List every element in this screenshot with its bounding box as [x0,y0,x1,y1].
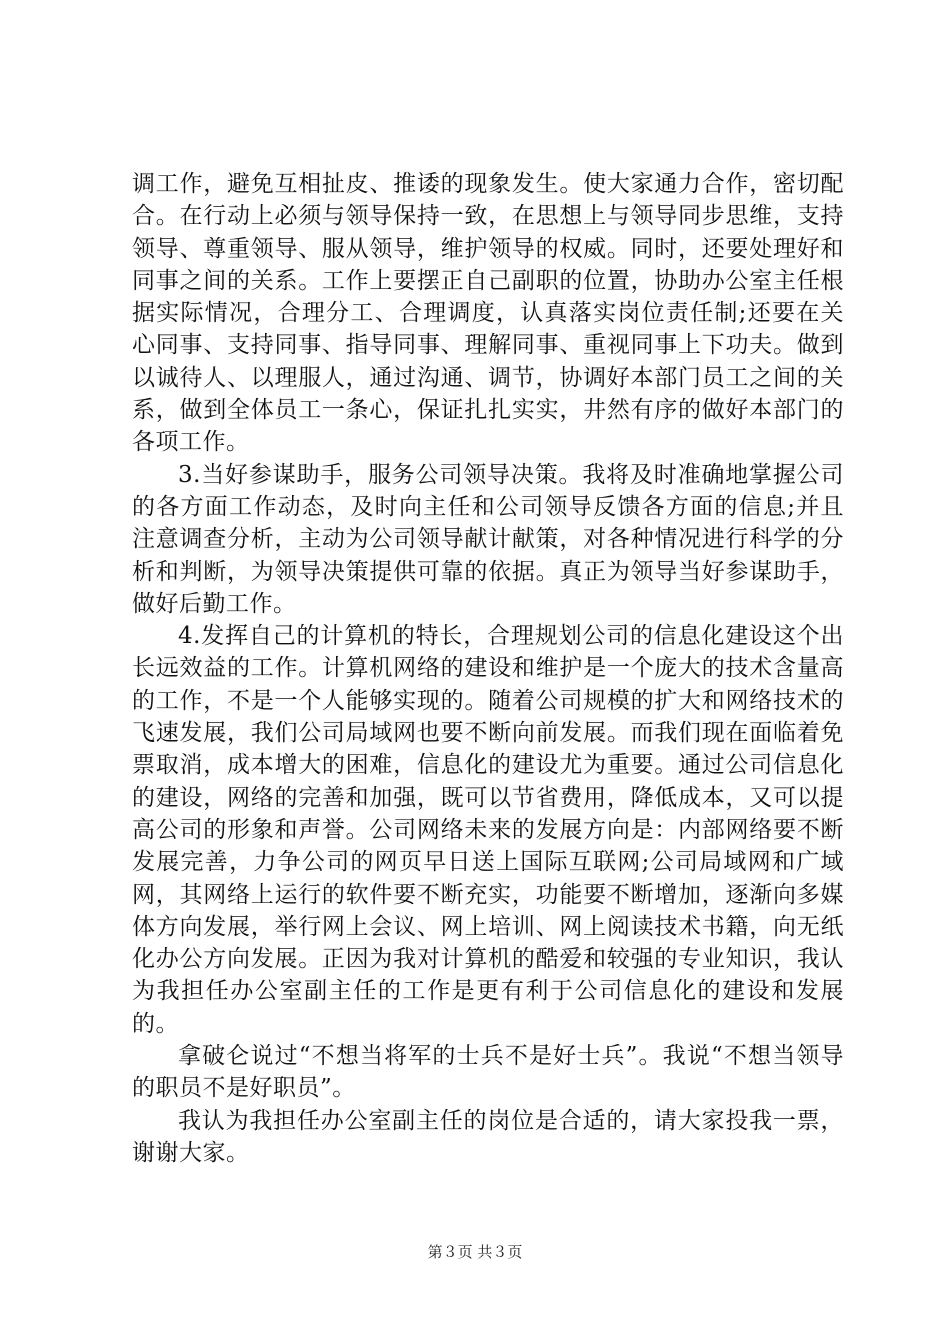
paragraph-continuation: 调工作，避免互相扯皮、推诿的现象发生。使大家通力合作，密切配合。在行动上必须与领导保持一致，在思想上与领导同步思维，支持领导、尊重领导、服从领导，维护领导的权威。同时，还要处理好和同事之间的关系。工作上要摆正自己副职的位置，协助办公室主任根据实际情况，合理分工、合理调度，认真落实岗位责任制;还要在关心同事、支持同事、指导同事、理解同事、重视同事上下功夫。做到以诚待人、以理服人，通过沟通、调节，协调好本部门员工之间的关系，做到全体员工一条心，保证扎扎实实，井然有序的做好本部门的各项工作。 [132,171,844,456]
paragraph-item-4: 4.发挥自己的计算机的特长，合理规划公司的信息化建设这个出长远效益的工作。计算机网络的建设和维护是一个庞大的技术含量高的工作，不是一个人能够实现的。随着公司规模的扩大和网络技术的飞速发展，我们公司局域网也要不断向前发展。而我们现在面临着免票取消，成本增大的困难，信息化的建设尤为重要。通过公司信息化的建设，网络的完善和加强，既可以节省费用，降低成本，又可以提高公司的形象和声誉。公司网络未来的发展方向是：内部网络要不断发展完善，力争公司的网页早日送上国际互联网;公司局域网和广域网，其网络上运行的软件要不断充实，功能要不断增加，逐渐向多媒体方向发展，举行网上会议、网上培训、网上阅读技术书籍，向无纸化办公方向发展。正因为我对计算机的酷爱和较强的专业知识，我认为我担任办公室副主任的工作是更有利于公司信息化的建设和发展的。 [132,623,844,1037]
page-number-footer: 第３页 共３页 [427,1243,523,1261]
paragraph-closing: 我认为我担任办公室副主任的岗位是合适的，请大家投我一票，谢谢大家。 [132,1107,844,1166]
document-body [132,168,844,1169]
paragraph-item-3: 3.当好参谋助手，服务公司领导决策。我将及时准确地掌握公司的各方面工作动态，及时向主任和公司领导反馈各方面的信息;并且注意调查分析，主动为公司领导献计献策，对各种情况进行科学的分析和判断，为领导决策提供可靠的依据。真正为领导当好参谋助手，做好后勤工作。 [132,461,844,617]
paragraph-quote: 拿破仑说过“不想当将军的士兵不是好士兵”。我说“不想当领导的职员不是好职员”。 [132,1043,844,1102]
